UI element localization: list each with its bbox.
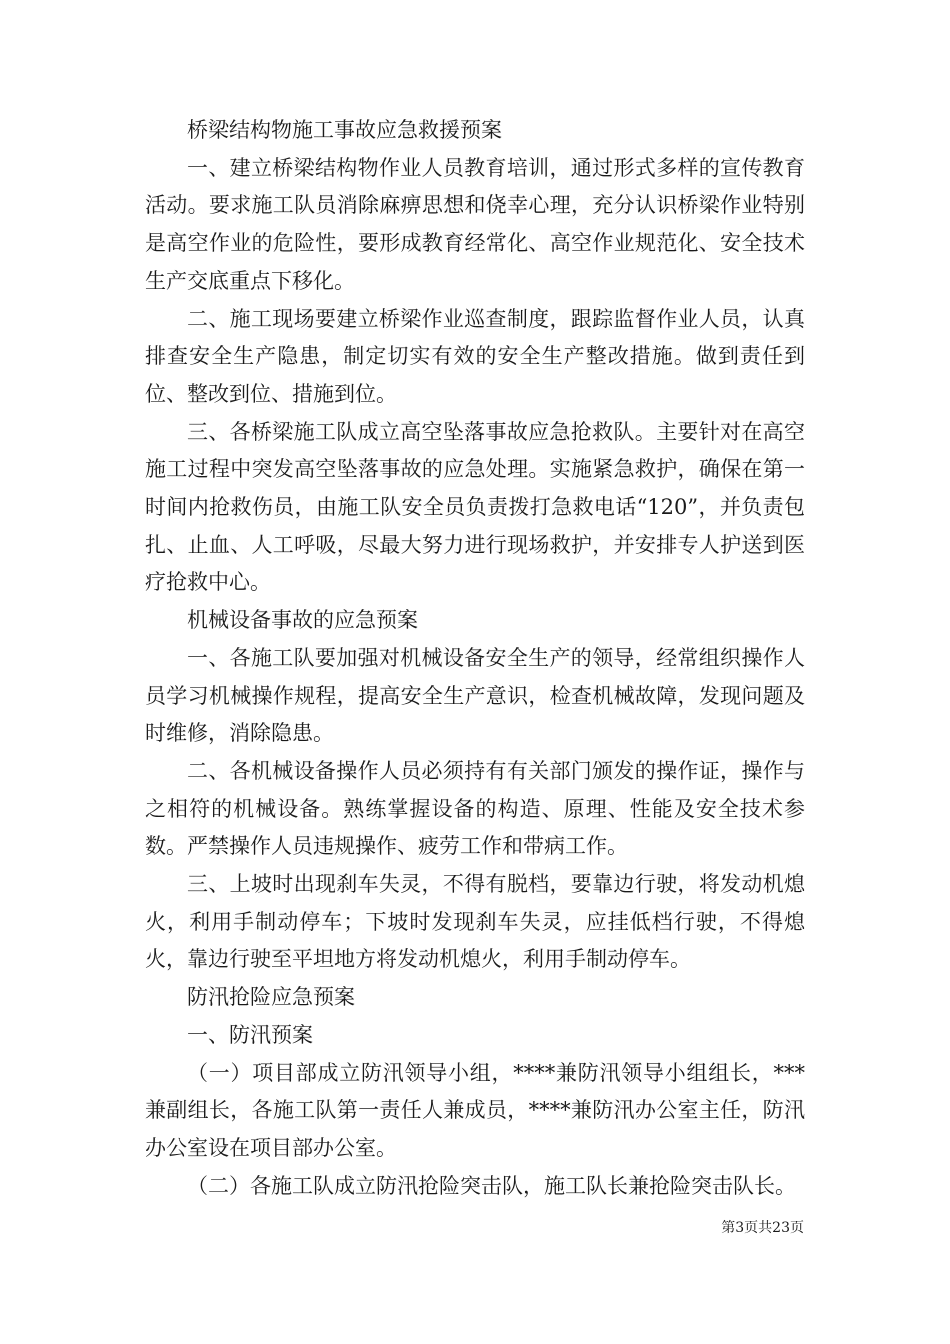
section-heading-bridge: 桥梁结构物施工事故应急救援预案 bbox=[187, 118, 502, 142]
paragraph: 一、建立桥梁结构物作业人员教育培训，通过形式多样的宣传教育活动。要求施工队员消除麻痹思想和侥幸心理，充分认识桥梁作业特别是高空作业的危险性，要形成教育经常化、高空作业规范化、安全技术生产交底重点下移化。 bbox=[145, 155, 805, 293]
paragraph: 二、各机械设备操作人员必须持有有关部门颁发的操作证，操作与之相符的机械设备。熟练掌握设备的构造、原理、性能及安全技术参数。严禁操作人员违规操作、疲劳工作和带病工作。 bbox=[145, 758, 805, 859]
paragraph: 二、施工现场要建立桥梁作业巡查制度，跟踪监督作业人员，认真排查安全生产隐患，制定切实有效的安全生产整改措施。做到责任到位、整改到位、措施到位。 bbox=[145, 306, 805, 406]
paragraph: 一、各施工队要加强对机械设备安全生产的领导，经常组织操作人员学习机械操作规程，提高安全生产意识，检查机械故障，发现问题及时维修，消除隐患。 bbox=[145, 645, 805, 746]
section-heading-machinery: 机械设备事故的应急预案 bbox=[187, 608, 418, 633]
section-heading-flood: 防汛抢险应急预案 bbox=[187, 985, 355, 1010]
paragraph: （一）项目部成立防汛领导小组，****兼防汛领导小组组长，***兼副组长，各施工队第一责任人兼成员，****兼防汛办公室主任，防汛办公室设在项目部办公室。 bbox=[145, 1060, 805, 1160]
paragraph: （二）各施工队成立防汛抢险突击队，施工队长兼抢险突击队长。 bbox=[187, 1173, 796, 1198]
paragraph: 三、上坡时出现刹车失灵，不得有脱档，要靠边行驶，将发动机熄火，利用手制动停车；下坡时发现刹车失灵，应挂低档行驶，不得熄火，靠边行驶至平坦地方将发动机熄火，利用手制动停车。 bbox=[145, 872, 805, 972]
page-number-footer: 第3页共23页 bbox=[721, 1220, 804, 1236]
paragraph: 三、各桥梁施工队成立高空坠落事故应急抢救队。主要针对在高空施工过程中突发高空坠落事故的应急处理。实施紧急救护，确保在第一时间内抢救伤员，由施工队安全员负责拨打急救电话“120”，并负责包扎、止血、人工呼吸，尽最大努力进行现场救护，并安排专人护送到医疗抢救中心。 bbox=[145, 419, 805, 595]
document-body bbox=[145, 112, 805, 1205]
subsection-heading: 一、防汛预案 bbox=[187, 1022, 313, 1047]
